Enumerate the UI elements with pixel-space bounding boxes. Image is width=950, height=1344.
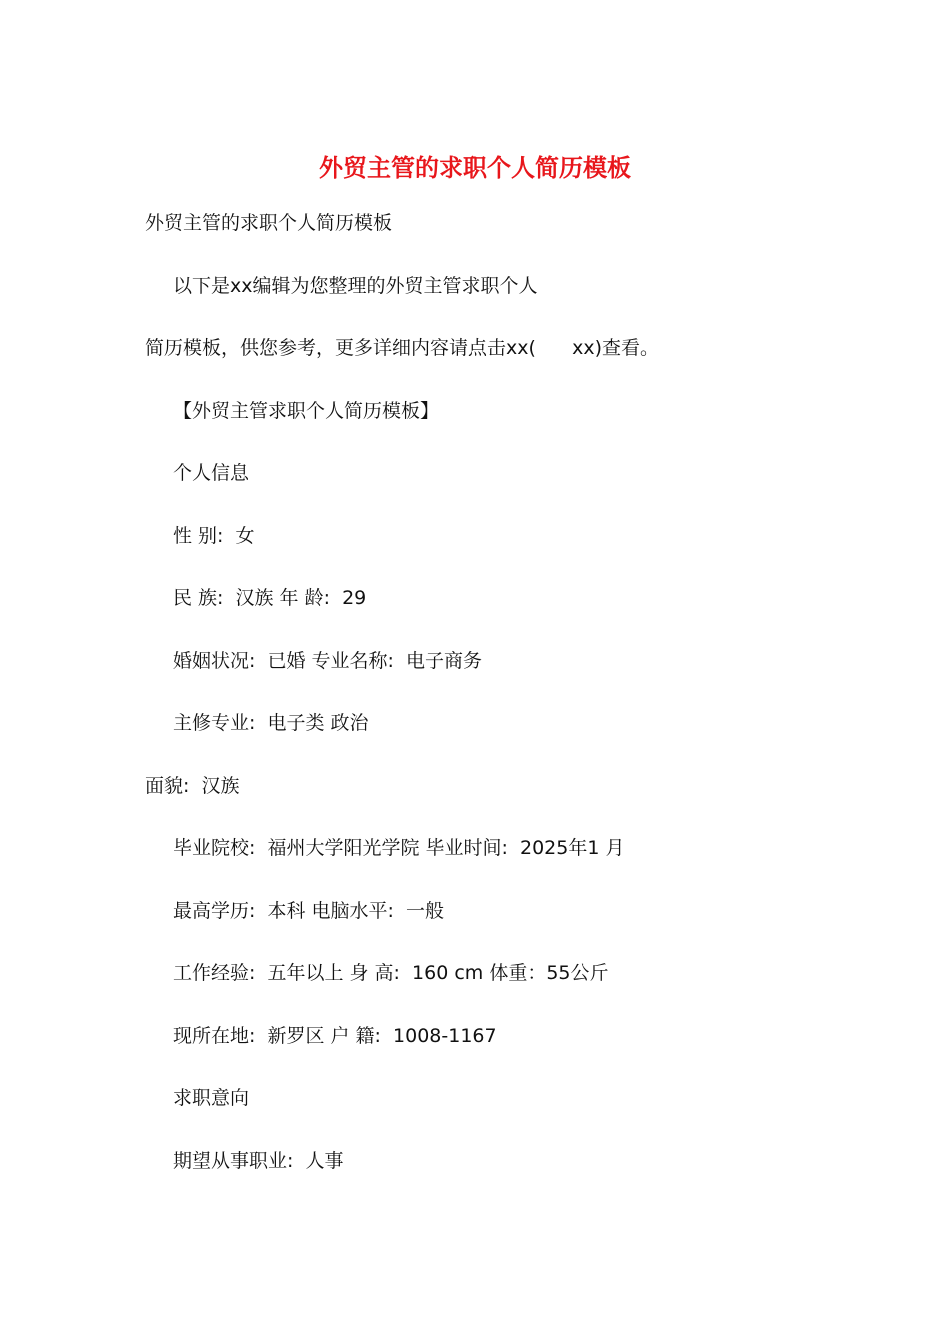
intro-line-1: 以下是xx编辑为您整理的外贸主管求职个人 (173, 275, 538, 297)
section-heading: 【外贸主管求职个人简历模板】 (173, 400, 440, 422)
education-computer-line: 最高学历: 本科 电脑水平: 一般 (173, 900, 445, 922)
experience-height-weight-line: 工作经验: 五年以上 身 高: 160 cm 体重：55公斤 (173, 962, 609, 984)
politics-continuation-line: 面貌: 汉族 (145, 775, 240, 797)
location-household-line: 现所在地: 新罗区 户 籍: 1008-1167 (173, 1025, 497, 1047)
personal-info-heading: 个人信息 (173, 462, 250, 484)
expected-occupation-line: 期望从事职业: 人事 (173, 1150, 344, 1172)
document-title: 外贸主管的求职个人简历模板 (319, 153, 631, 182)
intro-line-2: 简历模板，供您参考，更多详细内容请点击xx( xx)查看。 (145, 337, 660, 359)
ethnicity-age-line: 民 族: 汉族 年 龄: 29 (173, 587, 367, 609)
marital-major-line: 婚姻状况: 已婚 专业名称: 电子商务 (173, 650, 483, 672)
gender-line: 性 别: 女 (173, 525, 255, 547)
subtitle-line: 外贸主管的求职个人简历模板 (145, 212, 393, 234)
job-intention-heading: 求职意向 (173, 1087, 250, 1109)
major-politics-line: 主修专业: 电子类 政治 (173, 712, 369, 734)
school-graduation-line: 毕业院校: 福州大学阳光学院 毕业时间: 2025年1 月 (173, 837, 625, 859)
